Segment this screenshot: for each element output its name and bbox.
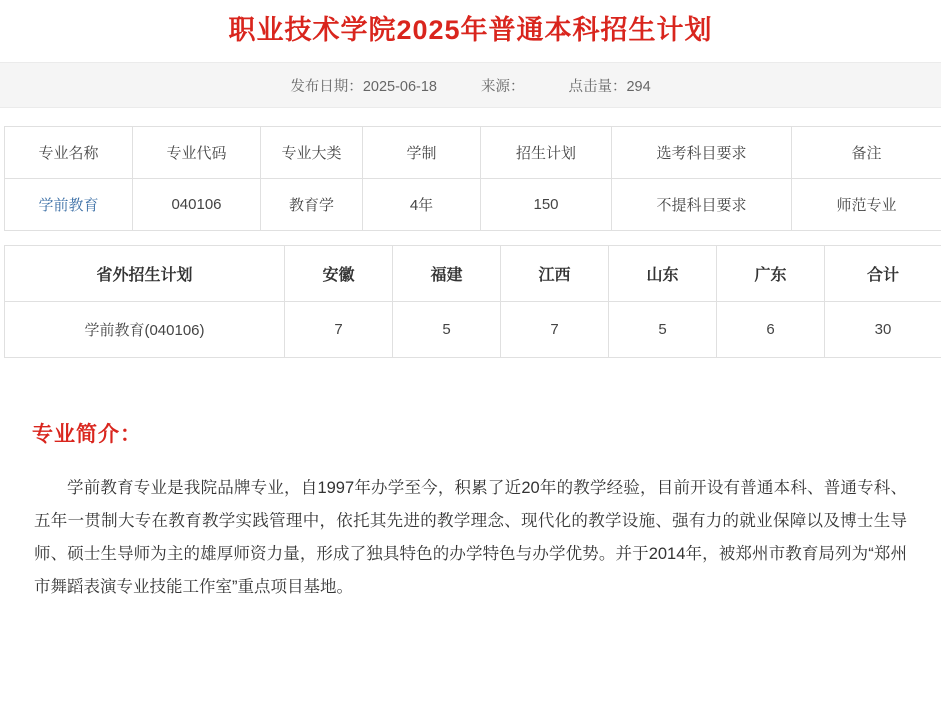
table-row (5, 127, 941, 179)
table-row (5, 179, 941, 231)
publish-date-value: 2025-06-18 (362, 78, 437, 95)
table-row (5, 246, 941, 302)
plan-header-cell: 专业代码 (133, 127, 261, 179)
province-cell-major: 学前教育(040106) (5, 302, 285, 358)
province-cell-total: 30 (825, 302, 941, 358)
plan-cell-major-name: 学前教育 (5, 179, 133, 231)
plan-header-cell: 选考科目要求 (612, 127, 792, 179)
province-header-cell: 江西 (501, 246, 609, 302)
province-header-cell: 山东 (609, 246, 717, 302)
province-cell-fujian: 5 (393, 302, 501, 358)
source (459, 75, 547, 96)
province-cell-jiangxi: 7 (501, 302, 609, 358)
publish-date-label: 发布日期： (290, 78, 363, 95)
plan-header-cell: 招生计划 (481, 127, 612, 179)
view-count-label: 点击量： (568, 78, 627, 95)
plan-cell-remark: 师范专业 (792, 179, 941, 231)
province-header-cell: 合计 (825, 246, 941, 302)
plan-cell-subject-requirement: 不提科目要求 (612, 179, 792, 231)
source-label: 来源： (480, 78, 525, 95)
province-cell-guangdong: 6 (717, 302, 825, 358)
page-title: 职业技术学院2025年普通本科招生计划 (228, 15, 713, 45)
major-intro-paragraph: 学前教育专业是我院品牌专业，自1997年办学至今，积累了近20年的教学经验，目前开设有普通本科、普通专科、五年一贯制大专在教育教学实践管理中，依托其先进的教学理念、现代化的教学设施、强有力的就业保障以及博士生导师、硕士生导师为主的雄厚师资力量，形成了独具特色的办学特色与办学优势。并于2014年，被郑州市教育局列为“郑州市舞蹈表演专业技能工作室”重点项目基地。 (34, 479, 907, 597)
plan-cell-quota: 150 (481, 179, 612, 231)
enrollment-plan-table (4, 126, 941, 231)
article-meta-bar (0, 62, 941, 108)
table-spacer (2, 231, 939, 245)
province-header-cell: 省外招生计划 (5, 246, 285, 302)
view-count (546, 75, 672, 96)
plan-cell-duration: 4年 (363, 179, 481, 231)
province-plan-table (4, 245, 941, 358)
tables-container (0, 108, 941, 358)
plan-header-cell: 专业大类 (261, 127, 363, 179)
plan-cell-major-category: 教育学 (261, 179, 363, 231)
province-cell-shandong: 5 (609, 302, 717, 358)
section-title-major-intro: 专业简介： (32, 423, 142, 447)
province-header-cell: 福建 (393, 246, 501, 302)
plan-header-cell: 学制 (363, 127, 481, 179)
publish-date (268, 75, 459, 96)
plan-cell-major-code: 040106 (133, 179, 261, 231)
table-row (5, 302, 941, 358)
plan-header-cell: 专业名称 (5, 127, 133, 179)
plan-header-cell: 备注 (792, 127, 941, 179)
province-header-cell: 广东 (717, 246, 825, 302)
view-count-value: 294 (626, 78, 651, 95)
province-header-cell: 安徽 (285, 246, 393, 302)
province-cell-anhui: 7 (285, 302, 393, 358)
